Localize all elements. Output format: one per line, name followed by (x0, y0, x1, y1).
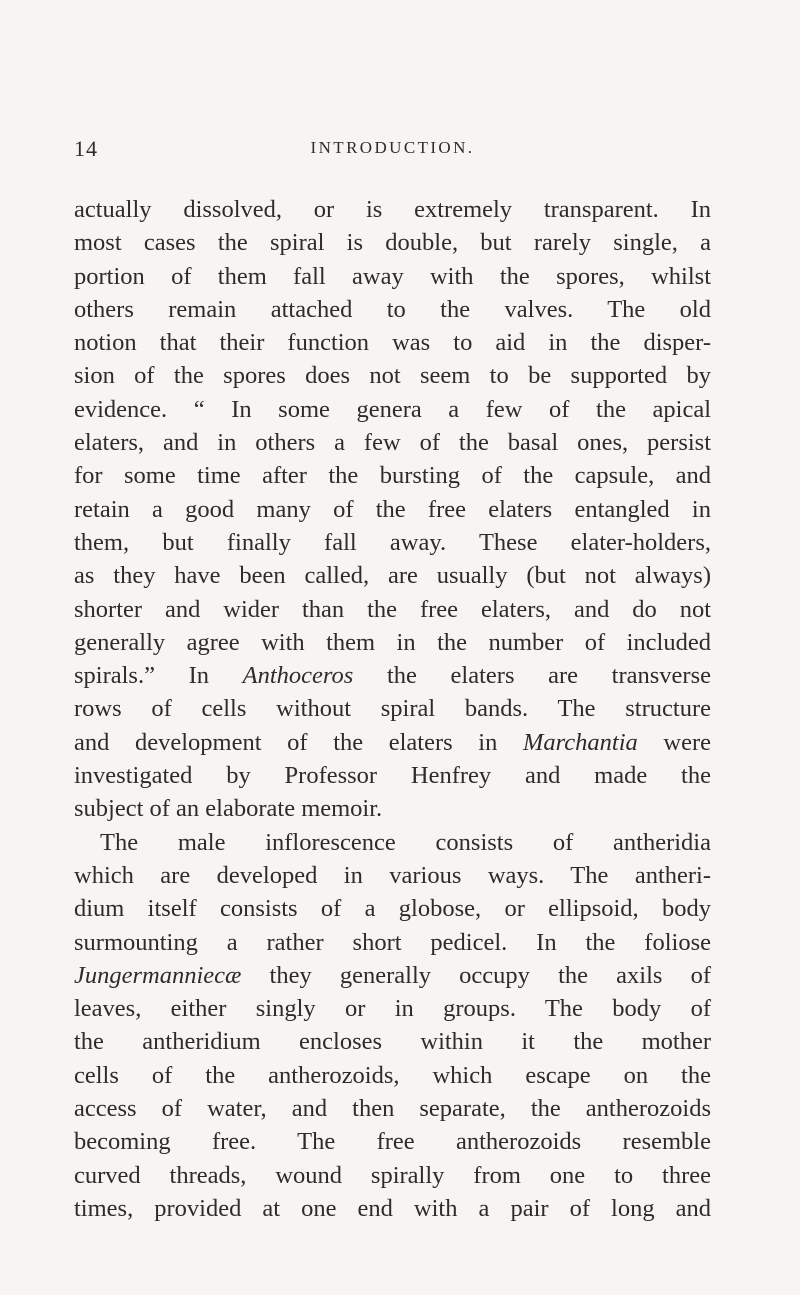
text-line: which are developed in various ways. The antheri- (74, 861, 711, 889)
page-number: 14 (74, 136, 98, 161)
text-line: portion of them fall away with the spores, whilst (74, 262, 711, 290)
text-line (74, 726, 711, 759)
text-line: access of water, and then separate, the antherozoids (74, 1095, 711, 1123)
text-line: the antheridium encloses within it the mother (74, 1028, 711, 1056)
text-line: surmounting a rather short pedicel. In the foliose (74, 928, 711, 956)
genus-name-italic: Marchantia (522, 728, 638, 756)
text-line: investigated by Professor Henfrey and made the (74, 762, 711, 790)
text-span: and development of the elaters in (74, 728, 523, 756)
text-line (74, 959, 711, 992)
text-line: dium itself consists of a globose, or ellipsoid, body (74, 895, 711, 923)
text-span: were (637, 728, 711, 756)
text-line: notion that their function was to aid in the disper- (74, 329, 711, 357)
text-line: times, provided at one end with a pair of long and (74, 1194, 711, 1222)
text-line: evidence. “ In some genera a few of the apical (74, 395, 711, 423)
text-line: becoming free. The free antherozoids resemble (74, 1128, 711, 1156)
paragraph-last-line: subject of an elaborate memoir. (74, 795, 383, 823)
text-line: most cases the spiral is double, but rarely single, a (74, 229, 711, 257)
text-line (74, 659, 711, 692)
text-span: they generally occupy the axils of (241, 961, 711, 989)
text-line: shorter and wider than the free elaters, and do not (74, 595, 711, 623)
paragraph-first-line: The male inflorescence consists of antheridia (100, 828, 711, 856)
text-line: sion of the spores does not seem to be supported by (74, 362, 711, 390)
text-span: spirals.” In (74, 662, 243, 690)
text-line: them, but finally fall away. These elater-holders, (74, 528, 711, 556)
genus-name-italic: Anthoceros (242, 662, 354, 690)
text-line: rows of cells without spiral bands. The structure (74, 695, 711, 723)
text-line: elaters, and in others a few of the basal ones, persist (74, 429, 711, 457)
text-line: for some time after the bursting of the capsule, and (74, 462, 711, 490)
text-line: generally agree with them in the number of included (74, 628, 711, 656)
running-head (74, 136, 711, 166)
text-line: cells of the antherozoids, which escape on the (74, 1061, 711, 1089)
text-line: actually dissolved, or is extremely transparent. In (74, 196, 711, 223)
running-title: INTRODUCTION. (310, 138, 475, 157)
text-line: others remain attached to the valves. The old (74, 295, 711, 323)
text-line: leaves, either singly or in groups. The body of (74, 995, 711, 1023)
body-text (74, 193, 711, 1225)
text-line: retain a good many of the free elaters entangled in (74, 495, 711, 523)
text-line: as they have been called, are usually (but not always) (74, 562, 711, 590)
text-span: the elaters are transverse (353, 662, 711, 690)
genus-name-italic: Jungermanniecæ (74, 961, 242, 989)
text-line: curved threads, wound spirally from one to three (74, 1161, 711, 1189)
